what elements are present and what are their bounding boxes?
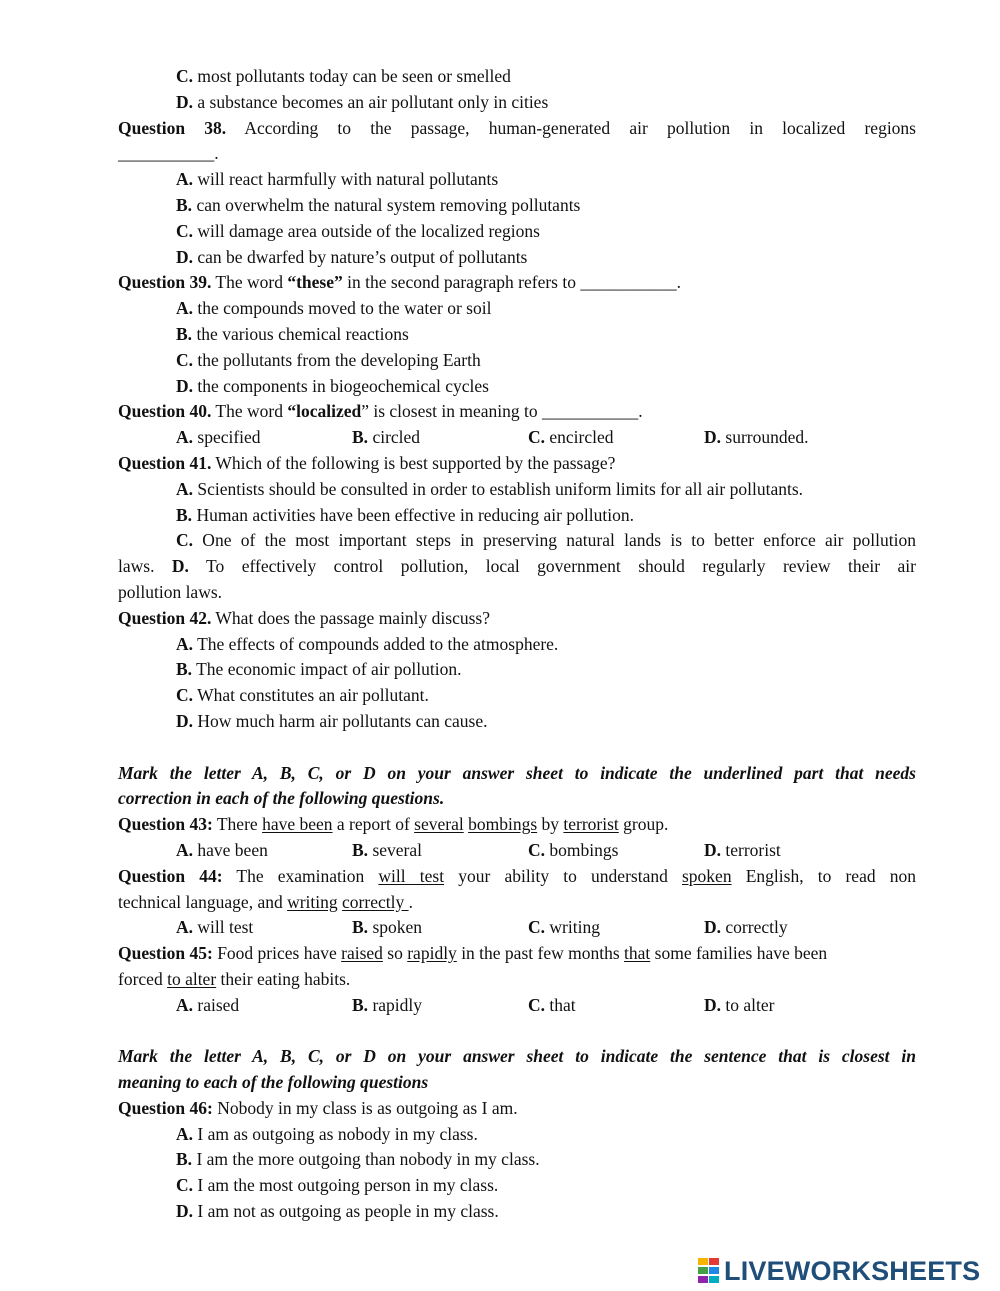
q38-option-a: A. will react harmfully with natural pollutants	[176, 169, 499, 190]
q37-option-c: C. most pollutants today can be seen or smelled	[176, 66, 511, 86]
q45-option-b: B. rapidly	[352, 994, 423, 1015]
q38-option-d: D. can be dwarfed by nature’s output of pollutants	[176, 246, 528, 267]
q42-option-a: A. The effects of compounds added to the atmosphere.	[176, 633, 559, 654]
section-instruction-correction-2: correction in each of the following questions.	[118, 788, 445, 809]
q42-option-b: B. The economic impact of air pollution.	[176, 659, 462, 680]
q41-option-c: C. One of the most important steps in preserving natural lands is to better enforce air pollution	[176, 530, 916, 551]
q44-options	[118, 915, 916, 941]
q44-option-d: D. correctly	[704, 917, 788, 938]
q42-option-c: C. What constitutes an air pollutant.	[176, 685, 429, 706]
q40-option-d: D. surrounded.	[704, 427, 809, 448]
liveworksheets-logo-icon	[698, 1258, 720, 1284]
spacer	[118, 735, 916, 761]
q42-option-d: D. How much harm air pollutants can cause.	[176, 710, 488, 731]
q46-option-d: D. I am not as outgoing as people in my class.	[176, 1201, 499, 1222]
q38-option-c: C. will damage area outside of the localized regions	[176, 220, 540, 241]
q46-option-b: B. I am the more outgoing than nobody in my class.	[176, 1149, 540, 1170]
q44-stem: Question 44: The examination will test your ability to understand spoken English, to read non	[118, 865, 916, 886]
q40-options	[118, 425, 916, 451]
q43-option-d: D. terrorist	[704, 839, 781, 860]
q43-stem: Question 43: There have been a report of several bombings by terrorist group.	[118, 814, 669, 835]
q44-option-c: C. writing	[528, 917, 600, 938]
section-instruction-correction: Mark the letter A, B, C, or D on your answer sheet to indicate the underlined part that needs	[118, 762, 916, 783]
q38-blank: ___________.	[118, 143, 219, 164]
q38-option-b: B. can overwhelm the natural system removing pollutants	[176, 194, 581, 215]
q45-option-c: C. that	[528, 994, 576, 1015]
q45-option-d: D. to alter	[704, 994, 775, 1015]
q45-stem-2: forced to alter their eating habits.	[118, 968, 351, 989]
q43-option-c: C. bombings	[528, 839, 619, 860]
q39-option-c: C. the pollutants from the developing Earth	[176, 349, 481, 370]
spacer	[118, 1018, 916, 1044]
section-instruction-closest-meaning-2: meaning to each of the following questions	[118, 1072, 429, 1093]
q37-option-d: D. a substance becomes an air pollutant only in cities	[176, 91, 549, 112]
q40-option-b: B. circled	[352, 427, 421, 448]
q39-option-d: D. the components in biogeochemical cycles	[176, 375, 489, 396]
q40-stem: Question 40. The word “localized” is closest in meaning to ___________.	[118, 401, 643, 422]
q40-option-c: C. encircled	[528, 427, 614, 448]
q41-stem: Question 41. Which of the following is best supported by the passage?	[118, 452, 616, 473]
liveworksheets-logo	[698, 1255, 980, 1287]
q45-options	[118, 993, 916, 1019]
q39-option-a: A. the compounds moved to the water or soil	[176, 298, 492, 319]
q39-stem: Question 39. The word “these” in the second paragraph refers to ___________.	[118, 272, 681, 293]
q41-option-a: A. Scientists should be consulted in order to establish uniform limits for all air pollutants.	[176, 478, 804, 499]
liveworksheets-logo-text: LIVEWORKSHEETS	[724, 1255, 981, 1286]
worksheet-page	[118, 64, 916, 1225]
q44-option-a: A. will test	[176, 917, 254, 938]
q43-options	[118, 838, 916, 864]
q46-option-c: C. I am the most outgoing person in my class.	[176, 1175, 499, 1196]
q46-option-a: A. I am as outgoing as nobody in my class.	[176, 1123, 478, 1144]
section-instruction-closest-meaning: Mark the letter A, B, C, or D on your answer sheet to indicate the sentence that is closest in	[118, 1046, 916, 1067]
q41-option-b: B. Human activities have been effective in reducing air pollution.	[176, 504, 634, 525]
q45-option-a: A. raised	[176, 994, 240, 1015]
q44-stem-2: technical language, and writing correctly .	[118, 891, 413, 912]
q38-stem: Question 38. According to the passage, human-generated air pollution in localized regions	[118, 117, 916, 138]
q43-option-b: B. several	[352, 839, 422, 860]
q45-stem: Question 45: Food prices have raised so rapidly in the past few months that some families have been	[118, 943, 828, 964]
q39-option-b: B. the various chemical reactions	[176, 323, 409, 344]
q46-stem: Question 46: Nobody in my class is as outgoing as I am.	[118, 1097, 518, 1118]
q40-option-a: A. specified	[176, 427, 261, 448]
q43-option-a: A. have been	[176, 839, 268, 860]
q44-option-b: B. spoken	[352, 917, 423, 938]
q42-stem: Question 42. What does the passage mainly discuss?	[118, 607, 491, 628]
q41-option-c-d: laws. D. To effectively control pollution, local government should regularly review their air	[118, 556, 917, 577]
q41-option-d-tail: pollution laws.	[118, 581, 223, 602]
